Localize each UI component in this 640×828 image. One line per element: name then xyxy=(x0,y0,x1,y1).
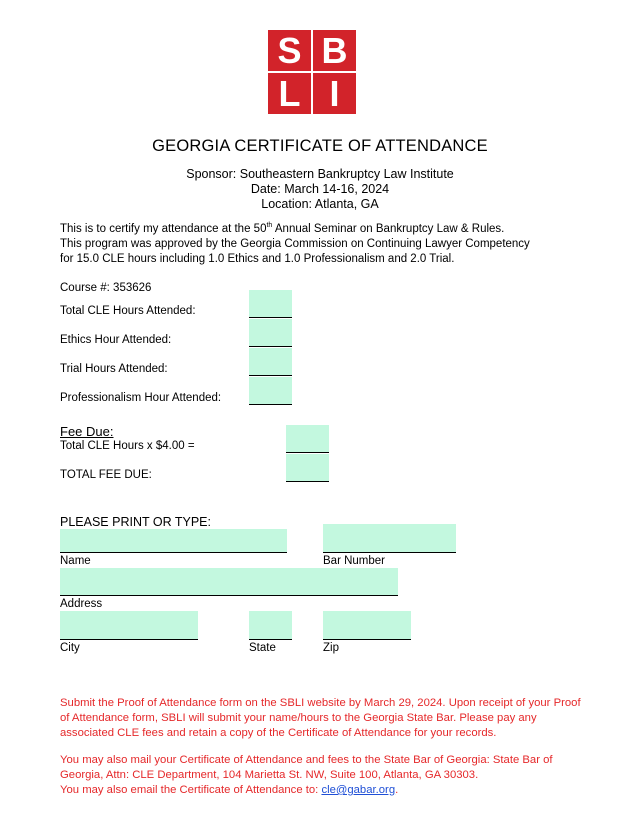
total-cle-hours-label: Total CLE Hours Attended: xyxy=(60,305,196,317)
bar-number-field[interactable] xyxy=(323,524,456,553)
location-line: Location: Atlanta, GA xyxy=(261,197,379,211)
total-cle-hours-field[interactable] xyxy=(249,290,292,318)
instructions-para-1: Submit the Proof of Attendance form on the SBLI website by March 29, 2024. Upon receipt of your Proof of Attendance form, SBLI will submit your name/hours to the Georgia State Bar. Please pay any associated CLE fees and retain a copy of the Certificate of Attendance for your records. xyxy=(60,697,581,739)
email-link[interactable]: cle@gabar.org xyxy=(321,784,396,796)
instructions-para-2: You may also mail your Certificate of Attendance and fees to the State Bar of Georgia: State Bar of Georgia, Attn: CLE Department, 104 Marietta St. NW, Suite 100, Atlanta, GA 30303. xyxy=(60,754,553,781)
certify-line-3: for 15.0 CLE hours including 1.0 Ethics and 1.0 Professionalism and 2.0 Trial. xyxy=(60,253,455,265)
trial-hours-label: Trial Hours Attended: xyxy=(60,363,168,375)
state-label: State xyxy=(249,642,276,654)
total-fee-field[interactable] xyxy=(286,454,329,482)
logo-letter-i: I xyxy=(329,73,340,114)
page-title: GEORGIA CERTIFICATE OF ATTENDANCE xyxy=(152,137,488,155)
logo-letter-s: S xyxy=(277,30,302,71)
state-field[interactable] xyxy=(249,611,292,640)
fee-amount-field[interactable] xyxy=(286,425,329,453)
certify-line-1: This is to certify my attendance at the 50th Annual Seminar on Bankruptcy Law & Rules. xyxy=(60,222,505,235)
name-field[interactable] xyxy=(60,529,287,553)
fee-due-heading: Fee Due: xyxy=(60,424,114,439)
name-label: Name xyxy=(60,555,91,567)
logo-letter-b: B xyxy=(321,30,348,71)
zip-label: Zip xyxy=(323,642,339,654)
city-field[interactable] xyxy=(60,611,198,640)
sponsor-line: Sponsor: Southeastern Bankruptcy Law Institute xyxy=(186,167,454,181)
trial-hours-field[interactable] xyxy=(249,348,292,376)
professionalism-hour-label: Professionalism Hour Attended: xyxy=(60,392,222,404)
bar-number-label: Bar Number xyxy=(323,555,385,567)
total-fee-label: TOTAL FEE DUE: xyxy=(60,469,152,481)
address-field[interactable] xyxy=(60,568,398,596)
fee-rate-label: Total CLE Hours x $4.00 = xyxy=(60,440,195,452)
print-heading: PLEASE PRINT OR TYPE: xyxy=(60,515,211,529)
sbli-logo xyxy=(268,30,356,114)
date-line: Date: March 14-16, 2024 xyxy=(250,182,390,196)
zip-field[interactable] xyxy=(323,611,411,640)
instructions-para-3: You may also email the Certificate of Attendance to: cle@gabar.org. xyxy=(60,784,399,796)
ethics-hour-label: Ethics Hour Attended: xyxy=(60,334,172,346)
city-label: City xyxy=(60,642,80,654)
ethics-hour-field[interactable] xyxy=(249,319,292,347)
address-label: Address xyxy=(60,598,103,610)
logo-letter-l: L xyxy=(278,73,301,114)
professionalism-hour-field[interactable] xyxy=(249,377,292,405)
certify-line-2: This program was approved by the Georgia Commission on Continuing Lawyer Competency xyxy=(60,238,530,250)
course-number: Course #: 353626 xyxy=(60,282,152,294)
